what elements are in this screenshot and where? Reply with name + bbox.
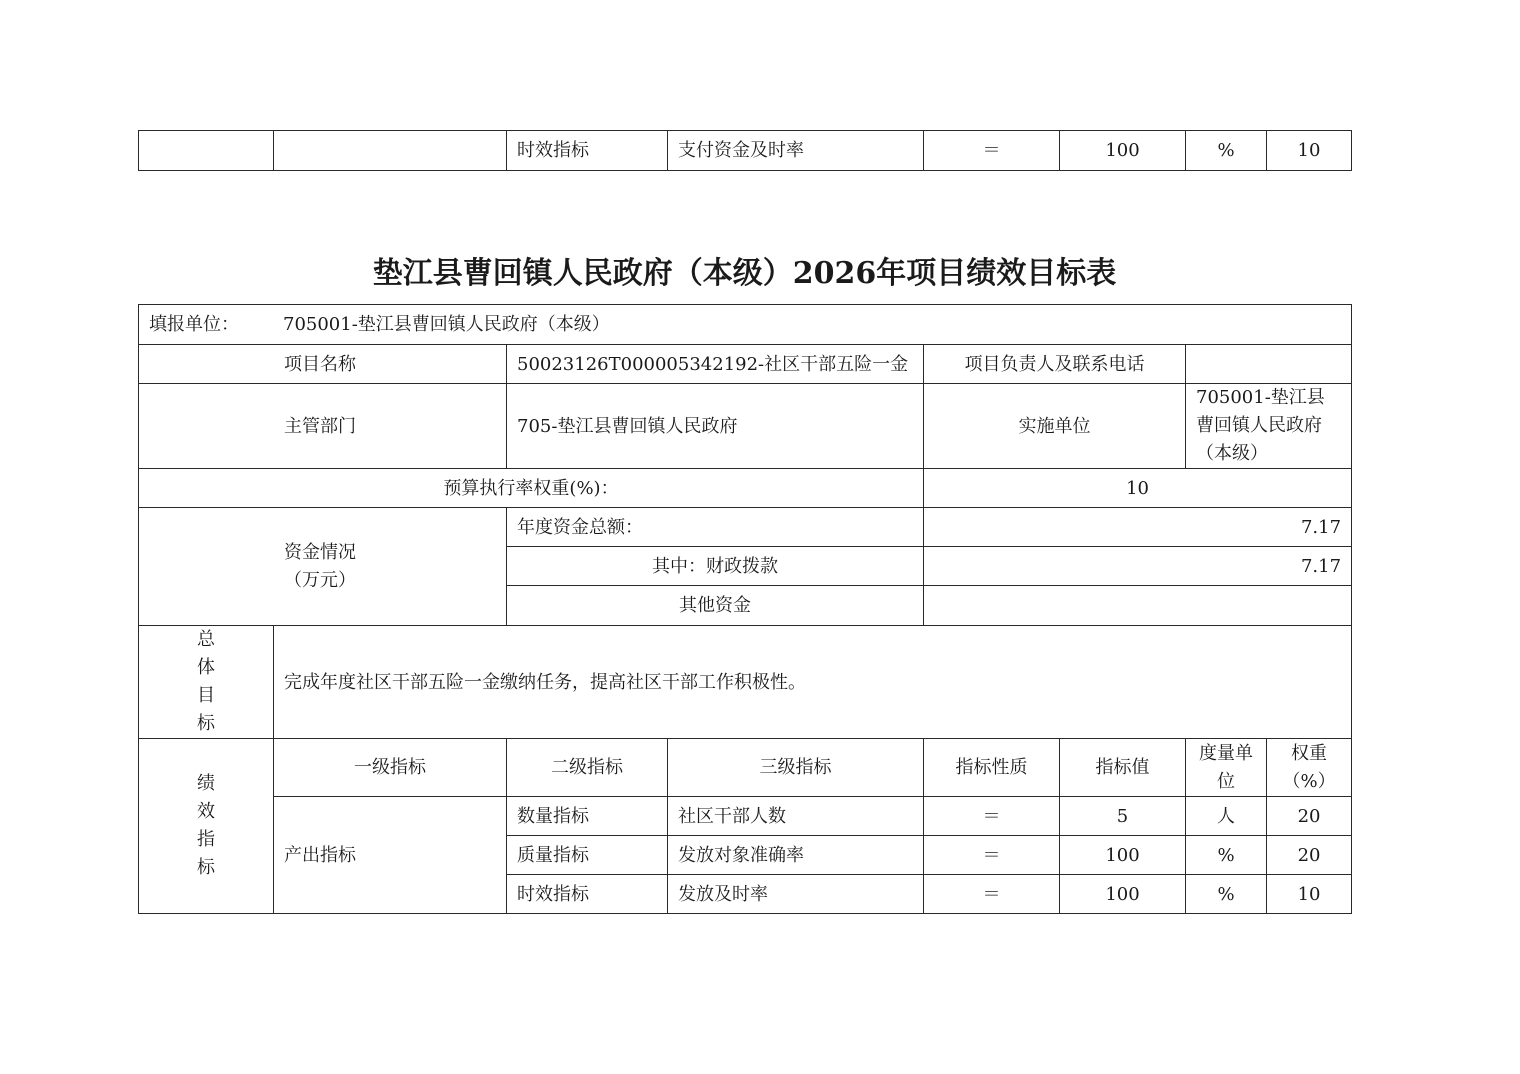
unit-cell: % xyxy=(1186,131,1267,171)
table-row xyxy=(139,508,1352,547)
weight-cell: 10 xyxy=(1267,875,1352,914)
weight-cell: 20 xyxy=(1267,836,1352,875)
overall-goal-char: 总 xyxy=(197,629,215,650)
project-leader-value xyxy=(1186,345,1352,384)
performance-indicator-char: 绩 xyxy=(197,773,215,794)
overall-goal-char: 目 xyxy=(197,685,215,706)
page-title: 垫江县曹回镇人民政府（本级）2026年项目绩效目标表 xyxy=(372,256,1117,291)
impl-unit-line: 曹回镇人民政府 xyxy=(1196,415,1322,436)
header-level3: 三级指标 xyxy=(668,739,924,797)
empty-cell xyxy=(139,131,274,171)
header-weight-line: （%） xyxy=(1282,770,1336,792)
level1-name: 产出指标 xyxy=(274,797,507,914)
header-level2: 二级指标 xyxy=(507,739,668,797)
level3-cell: 支付资金及时率 xyxy=(668,131,924,171)
header-nature: 指标性质 xyxy=(924,739,1060,797)
impl-unit-line: 705001-垫江县 xyxy=(1196,387,1325,408)
value-cell: 100 xyxy=(1060,875,1186,914)
value-cell: 5 xyxy=(1060,797,1186,836)
table-row xyxy=(139,739,1352,797)
table-row xyxy=(139,345,1352,384)
level3-cell: 发放对象准确率 xyxy=(668,836,924,875)
nature-cell: ＝ xyxy=(924,875,1060,914)
funds-label-line: 资金情况 xyxy=(284,541,356,563)
performance-indicator-char: 标 xyxy=(197,857,215,878)
header-unit xyxy=(1186,739,1267,797)
overall-goal-text: 完成年度社区干部五险一金缴纳任务，提高社区干部工作积极性。 xyxy=(274,626,1352,739)
impl-unit-label: 实施单位 xyxy=(924,384,1186,469)
table-row xyxy=(139,384,1352,469)
unit-cell: % xyxy=(1186,875,1267,914)
performance-goal-table xyxy=(138,304,1352,914)
performance-indicator-char: 指 xyxy=(197,829,215,850)
dept-value: 705-垫江县曹回镇人民政府 xyxy=(507,384,924,469)
overall-goal-char: 标 xyxy=(197,713,215,734)
funds-label xyxy=(139,508,507,626)
header-weight-line: 权重 xyxy=(1291,742,1328,764)
header-unit-line: 位 xyxy=(1217,770,1235,792)
performance-indicator-label xyxy=(139,739,274,914)
overall-goal-label xyxy=(139,626,274,739)
value-cell: 100 xyxy=(1060,836,1186,875)
table-row xyxy=(139,626,1352,739)
performance-indicator-char: 效 xyxy=(197,801,215,822)
level2-cell: 数量指标 xyxy=(507,797,668,836)
project-name-label: 项目名称 xyxy=(139,345,507,384)
budget-rate-value: 10 xyxy=(924,469,1352,508)
header-weight xyxy=(1267,739,1352,797)
overall-goal-char: 体 xyxy=(197,657,215,678)
unit-cell: 人 xyxy=(1186,797,1267,836)
filler-unit-cell xyxy=(139,305,1352,345)
value-cell: 100 xyxy=(1060,131,1186,171)
funds-total-label: 年度资金总额： xyxy=(507,508,924,547)
level2-cell: 时效指标 xyxy=(507,875,668,914)
impl-unit-line: （本级） xyxy=(1196,443,1268,464)
funds-other-value xyxy=(924,586,1352,626)
table-row xyxy=(139,797,1352,836)
header-value: 指标值 xyxy=(1060,739,1186,797)
unit-cell: % xyxy=(1186,836,1267,875)
nature-cell: ＝ xyxy=(924,836,1060,875)
budget-rate-label: 预算执行率权重(%)： xyxy=(139,469,924,508)
weight-cell: 20 xyxy=(1267,797,1352,836)
funds-fiscal-label: 其中：财政拨款 xyxy=(507,547,924,586)
level2-cell: 质量指标 xyxy=(507,836,668,875)
funds-total-value: 7.17 xyxy=(924,508,1352,547)
funds-fiscal-value: 7.17 xyxy=(924,547,1352,586)
weight-cell: 10 xyxy=(1267,131,1352,171)
dept-label: 主管部门 xyxy=(139,384,507,469)
empty-cell xyxy=(274,131,507,171)
table-row xyxy=(139,131,1352,171)
filler-unit-label: 填报单位： xyxy=(149,314,239,335)
project-name-value: 50023126T000005342192-社区干部五险一金 xyxy=(507,345,924,384)
previous-table-tail xyxy=(138,130,1352,171)
table-row xyxy=(139,305,1352,345)
level3-cell: 发放及时率 xyxy=(668,875,924,914)
level2-cell: 时效指标 xyxy=(507,131,668,171)
impl-unit-value xyxy=(1186,384,1352,469)
funds-label-line: （万元） xyxy=(284,569,356,591)
level3-cell: 社区干部人数 xyxy=(668,797,924,836)
filler-unit-value: 705001-垫江县曹回镇人民政府（本级） xyxy=(283,314,610,335)
header-unit-line: 度量单 xyxy=(1199,742,1253,764)
table-row xyxy=(139,469,1352,508)
header-level1: 一级指标 xyxy=(274,739,507,797)
nature-cell: ＝ xyxy=(924,131,1060,171)
project-leader-label: 项目负责人及联系电话 xyxy=(924,345,1186,384)
funds-other-label: 其他资金 xyxy=(507,586,924,626)
nature-cell: ＝ xyxy=(924,797,1060,836)
